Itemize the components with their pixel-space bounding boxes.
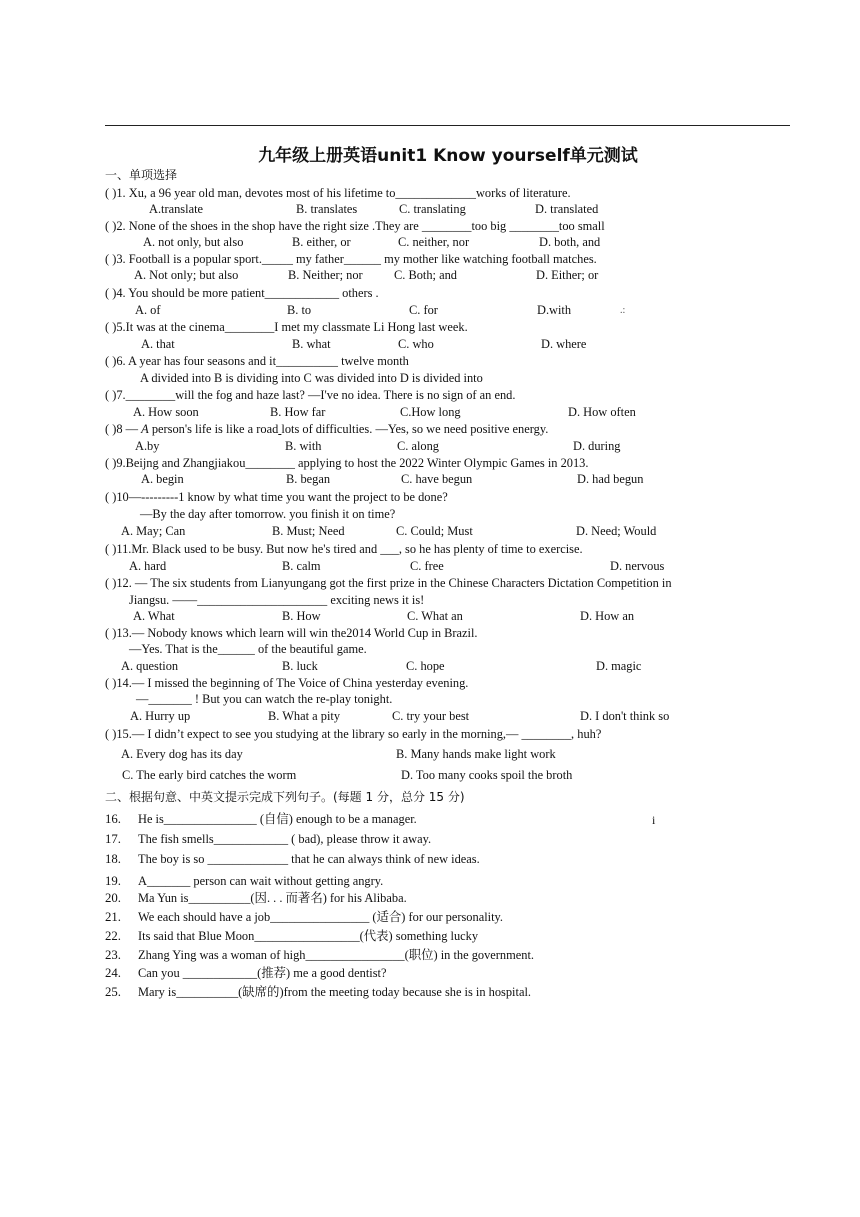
- section-2-heading: 二、根据句意、中英文提示完成下列句子。(每题 1 分，总分 15 分): [105, 790, 465, 804]
- question-14-reply: —_______ ! But you can watch the re-play tonight.: [136, 692, 393, 706]
- q2-option-a: A. not only, but also: [143, 235, 244, 249]
- question-15: ( )15.— I didn’t expect to see you studying at the library so early in the morning,— ________, huh?: [105, 727, 602, 741]
- question-3: ( )3. Football is a popular sport._____ my father______ my mother like watching football matches.: [105, 252, 597, 266]
- q4-option-c: C. for: [409, 303, 438, 317]
- q8-option-d: D. during: [573, 439, 621, 453]
- item-number: 19.: [105, 874, 121, 888]
- q14-option-c: C. try your best: [392, 709, 470, 723]
- q2-option-d: D. both, and: [539, 235, 601, 249]
- item-number: 25.: [105, 985, 121, 999]
- q12-option-b: B. How: [282, 609, 321, 623]
- q10-option-b: B. Must; Need: [272, 524, 345, 538]
- question-12: ( )12. — The six students from Lianyungang got the first prize in the Chinese Characters Dictation Competition in: [105, 576, 672, 590]
- question-11: ( )11.Mr. Black used to be busy. But now he's tired and ___, so he has plenty of time to exercise.: [105, 542, 583, 556]
- q15-option-a: A. Every dog has its day: [121, 747, 243, 761]
- fill-sentence-25: Mary is__________(缺席的)from the meeting today because she is in hospital.: [138, 985, 531, 999]
- q4-option-d: D.with: [537, 303, 572, 317]
- q4-option-a: A. of: [135, 303, 161, 317]
- item-number: 22.: [105, 929, 121, 943]
- stray-mark: i: [652, 813, 656, 827]
- fill-sentence-22: Its said that Blue Moon_________________(代表) something lucky: [138, 929, 479, 943]
- question-13-reply: —Yes. That is the______ of the beautiful game.: [129, 642, 367, 656]
- question-9: ( )9.Beijng and Zhangjiakou________ applying to host the 2022 Winter Olympic Games in 2013.: [105, 456, 589, 470]
- q2-option-b: B. either, or: [292, 235, 351, 249]
- question-12-cont: Jiangsu. ——_____________________ exciting news it is!: [129, 593, 425, 607]
- q11-option-c: C. free: [410, 559, 444, 573]
- header-rule: [105, 125, 790, 126]
- page-title: 九年级上册英语unit1 Know yourself单元测试: [258, 146, 638, 166]
- q9-option-b: B. began: [286, 472, 331, 486]
- q7-option-d: D. How often: [568, 405, 636, 419]
- fill-sentence-21: We each should have a job________________ (适合) for our personality.: [138, 910, 504, 924]
- section-1-heading: 一、单项选择: [105, 168, 178, 182]
- item-number: 24.: [105, 966, 121, 980]
- question-8: ( )8 — A person's life is like a road lots of difficulties. —Yes, so we need positive energy.: [105, 422, 549, 436]
- q5-option-c: C. who: [398, 337, 434, 351]
- question-10-reply: —By the day after tomorrow. you finish it on time?: [140, 507, 396, 521]
- q5-option-d: D. where: [541, 337, 587, 351]
- item-number: 17.: [105, 832, 121, 846]
- q15-option-b: B. Many hands make light work: [396, 747, 556, 761]
- q14-option-d: D. I don't think so: [580, 709, 670, 723]
- q15-option-d: D. Too many cooks spoil the broth: [401, 768, 573, 782]
- q1-option-a: A.translate: [149, 202, 204, 216]
- fill-sentence-24: Can you ____________(推荐) me a good dentist?: [138, 966, 387, 980]
- q3-option-a: A. Not only; but also: [134, 268, 239, 282]
- q1-option-c: C. translating: [399, 202, 466, 216]
- q5-option-b: B. what: [292, 337, 331, 351]
- question-14: ( )14.— I missed the beginning of The Voice of China yesterday evening.: [105, 676, 469, 690]
- q8-option-b: B. with: [285, 439, 322, 453]
- q11-option-b: B. calm: [282, 559, 321, 573]
- q4-option-b: B. to: [287, 303, 312, 317]
- q7-option-a: A. How soon: [133, 405, 199, 419]
- q13-option-d: D. magic: [596, 659, 642, 673]
- q2-option-c: C. neither, nor: [398, 235, 470, 249]
- q3-option-b: B. Neither; nor: [288, 268, 363, 282]
- item-number: 23.: [105, 948, 121, 962]
- q12-option-d: D. How an: [580, 609, 635, 623]
- q14-option-b: B. What a pity: [268, 709, 341, 723]
- q11-option-d: D. nervous: [610, 559, 665, 573]
- q10-option-a: A. May; Can: [121, 524, 186, 538]
- q13-option-b: B. luck: [282, 659, 318, 673]
- q3-option-d: D. Either; or: [536, 268, 599, 282]
- q11-option-a: A. hard: [129, 559, 167, 573]
- q7-option-b: B. How far: [270, 405, 326, 419]
- q8-option-a: A.by: [135, 439, 160, 453]
- q8-option-c: C. along: [397, 439, 439, 453]
- fill-sentence-20: Ma Yun is__________(因. . . 而著名) for his Alibaba.: [138, 891, 407, 905]
- q6-options: A divided into B is dividing into C was divided into D is divided into: [140, 371, 483, 385]
- q1-option-b: B. translates: [296, 202, 358, 216]
- item-number: 18.: [105, 852, 121, 866]
- question-13: ( )13.— Nobody knows which learn will win the2014 World Cup in Brazil.: [105, 626, 478, 640]
- fill-sentence-23: Zhang Ying was a woman of high________________(职位) in the government.: [138, 948, 534, 962]
- stray-mark: .:: [620, 305, 626, 316]
- q7-option-c: C.How long: [400, 405, 461, 419]
- question-2: ( )2. None of the shoes in the shop have the right size .They are ________too big ________too small: [105, 219, 605, 233]
- q10-option-d: D. Need; Would: [576, 524, 657, 538]
- question-7: ( )7.________will the fog and haze last? —I've no idea. There is no sign of an end.: [105, 388, 516, 402]
- fill-sentence-16: He is_______________ (自信) enough to be a manager.: [138, 812, 417, 826]
- q1-option-d: D. translated: [535, 202, 599, 216]
- item-number: 16.: [105, 812, 121, 826]
- question-5: ( )5.It was at the cinema________I met my classmate Li Hong last week.: [105, 320, 468, 334]
- q12-option-c: C. What an: [407, 609, 463, 623]
- q12-option-a: A. What: [133, 609, 175, 623]
- q9-option-a: A. begin: [141, 472, 184, 486]
- question-4: ( )4. You should be more patient____________ others .: [105, 286, 379, 300]
- q10-option-c: C. Could; Must: [396, 524, 473, 538]
- item-number: 21.: [105, 910, 121, 924]
- q3-option-c: C. Both; and: [394, 268, 457, 282]
- question-6: ( )6. A year has four seasons and it__________ twelve month: [105, 354, 409, 368]
- fill-sentence-17: The fish smells____________ ( bad), please throw it away.: [138, 832, 432, 846]
- item-number: 20.: [105, 891, 121, 905]
- fill-sentence-18: The boy is so _____________ that he can always think of new ideas.: [138, 852, 480, 866]
- fill-sentence-19: A_______ person can wait without getting angry.: [138, 874, 384, 888]
- q15-option-c: C. The early bird catches the worm: [122, 768, 297, 782]
- question-1: ( )1. Xu, a 96 year old man, devotes most of his lifetime to_____________works of literature.: [105, 186, 571, 200]
- q13-option-c: C. hope: [406, 659, 445, 673]
- q5-option-a: A. that: [141, 337, 175, 351]
- q9-option-d: D. had begun: [577, 472, 644, 486]
- q9-option-c: C. have begun: [401, 472, 473, 486]
- q13-option-a: A. question: [121, 659, 179, 673]
- question-10: ( )10—---------1 know by what time you want the project to be done?: [105, 490, 448, 504]
- q14-option-a: A. Hurry up: [130, 709, 191, 723]
